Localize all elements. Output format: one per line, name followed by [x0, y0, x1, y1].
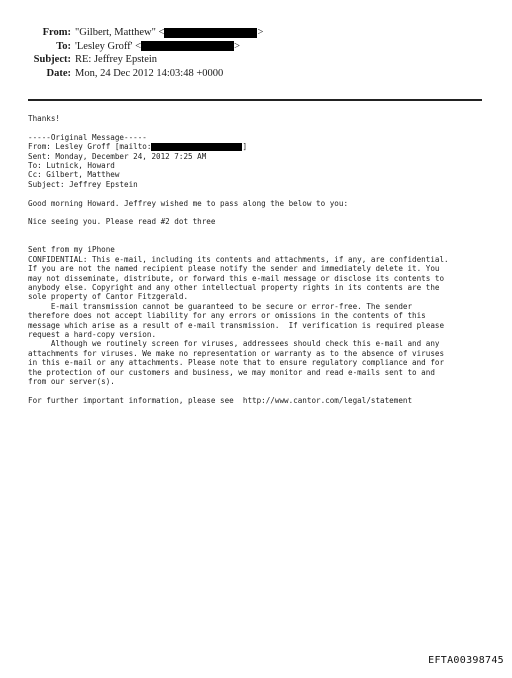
virus-notice-line: from our server(s). [28, 376, 115, 386]
redacted-block [141, 41, 234, 51]
security-notice-line: message which arise as a result of e-mail transmission. If verification is required please [28, 320, 445, 330]
from-label: From: [42, 27, 71, 38]
original-message-marker: -----Original Message----- [28, 132, 147, 142]
date-label: Date: [46, 67, 71, 79]
subject-row [0, 53, 512, 67]
subject-label: Subject: [33, 54, 71, 65]
sent-from-line: Sent from my iPhone [28, 245, 115, 255]
header-divider [28, 99, 482, 101]
to-close: > [234, 40, 240, 52]
subject-value: RE: Jeffrey Epstein [75, 54, 158, 65]
reply-text: Thanks! [28, 114, 61, 123]
redacted-block [164, 28, 257, 38]
message-text: Nice seeing you. Please read #2 dot three [28, 217, 216, 227]
security-notice-line: request a hard-copy version. [28, 330, 157, 339]
security-notice-line: therefore does not accept liability for any errors or omissions in the contents of this [28, 311, 426, 321]
original-cc-line: Cc: Gilbert, Matthew [28, 170, 120, 180]
confidential-notice-line: sole property of Cantor Fitzgerald. [28, 292, 189, 302]
original-to-line: To: Lutnick, Howard [28, 160, 115, 170]
from-close: > [257, 27, 264, 38]
redacted-block [151, 143, 242, 151]
confidential-notice-line: CONFIDENTIAL: This e-mail, including its contents and attachments, if any, are confidential. [28, 254, 449, 264]
virus-notice-line: attachments for viruses. We make no representation or warranty as to the absence of viruses [28, 348, 445, 358]
virus-notice-line: in this e-mail or any attachments. Please note that to ensure regulatory compliance and for [28, 358, 445, 368]
original-sent-line: Sent: Monday, December 24, 2012 7:25 AM [28, 151, 207, 161]
confidential-notice-line: anybody else. Copyright and any other intellectual property rights in its contents are the [28, 283, 440, 293]
security-notice-line: E-mail transmission cannot be guaranteed to be secure or error-free. The sender [28, 301, 413, 311]
to-value: 'Lesley Groff' < [75, 40, 142, 52]
confidential-notice-line: If you are not the named recipient please notify the sender and immediately delete it. You [28, 264, 440, 274]
to-label: To: [56, 40, 71, 52]
original-from-line [28, 142, 488, 151]
confidential-notice-line: may not disseminate, distribute, or forward this e-mail message or disclose its contents to [28, 273, 445, 283]
from-value: "Gilbert, Matthew" < [75, 27, 165, 38]
from-row [0, 26, 512, 40]
original-from-suffix: ] [242, 142, 248, 152]
greeting-text: Good morning Howard. Jeffrey wished me to pass along the below to you: [28, 198, 349, 208]
email-header [0, 26, 512, 80]
original-subject-line: Subject: Jeffrey Epstein [28, 179, 138, 189]
original-from-prefix: From: Lesley Groff [mailto: [28, 142, 152, 152]
to-row [0, 40, 512, 54]
email-body [28, 114, 488, 405]
virus-notice-line: Although we routinely screen for viruses, addressees should check this e-mail and any [28, 339, 440, 349]
date-value: Mon, 24 Dec 2012 14:03:48 +0000 [75, 67, 224, 79]
virus-notice-line: the protection of our customers and business, we may monitor and read e-mails sent to and [28, 367, 435, 377]
date-row [0, 67, 512, 81]
further-info-line: For further important information, please see http://www.cantor.com/legal/statement [28, 395, 413, 405]
document-id: EFTA00398745 [428, 655, 504, 666]
